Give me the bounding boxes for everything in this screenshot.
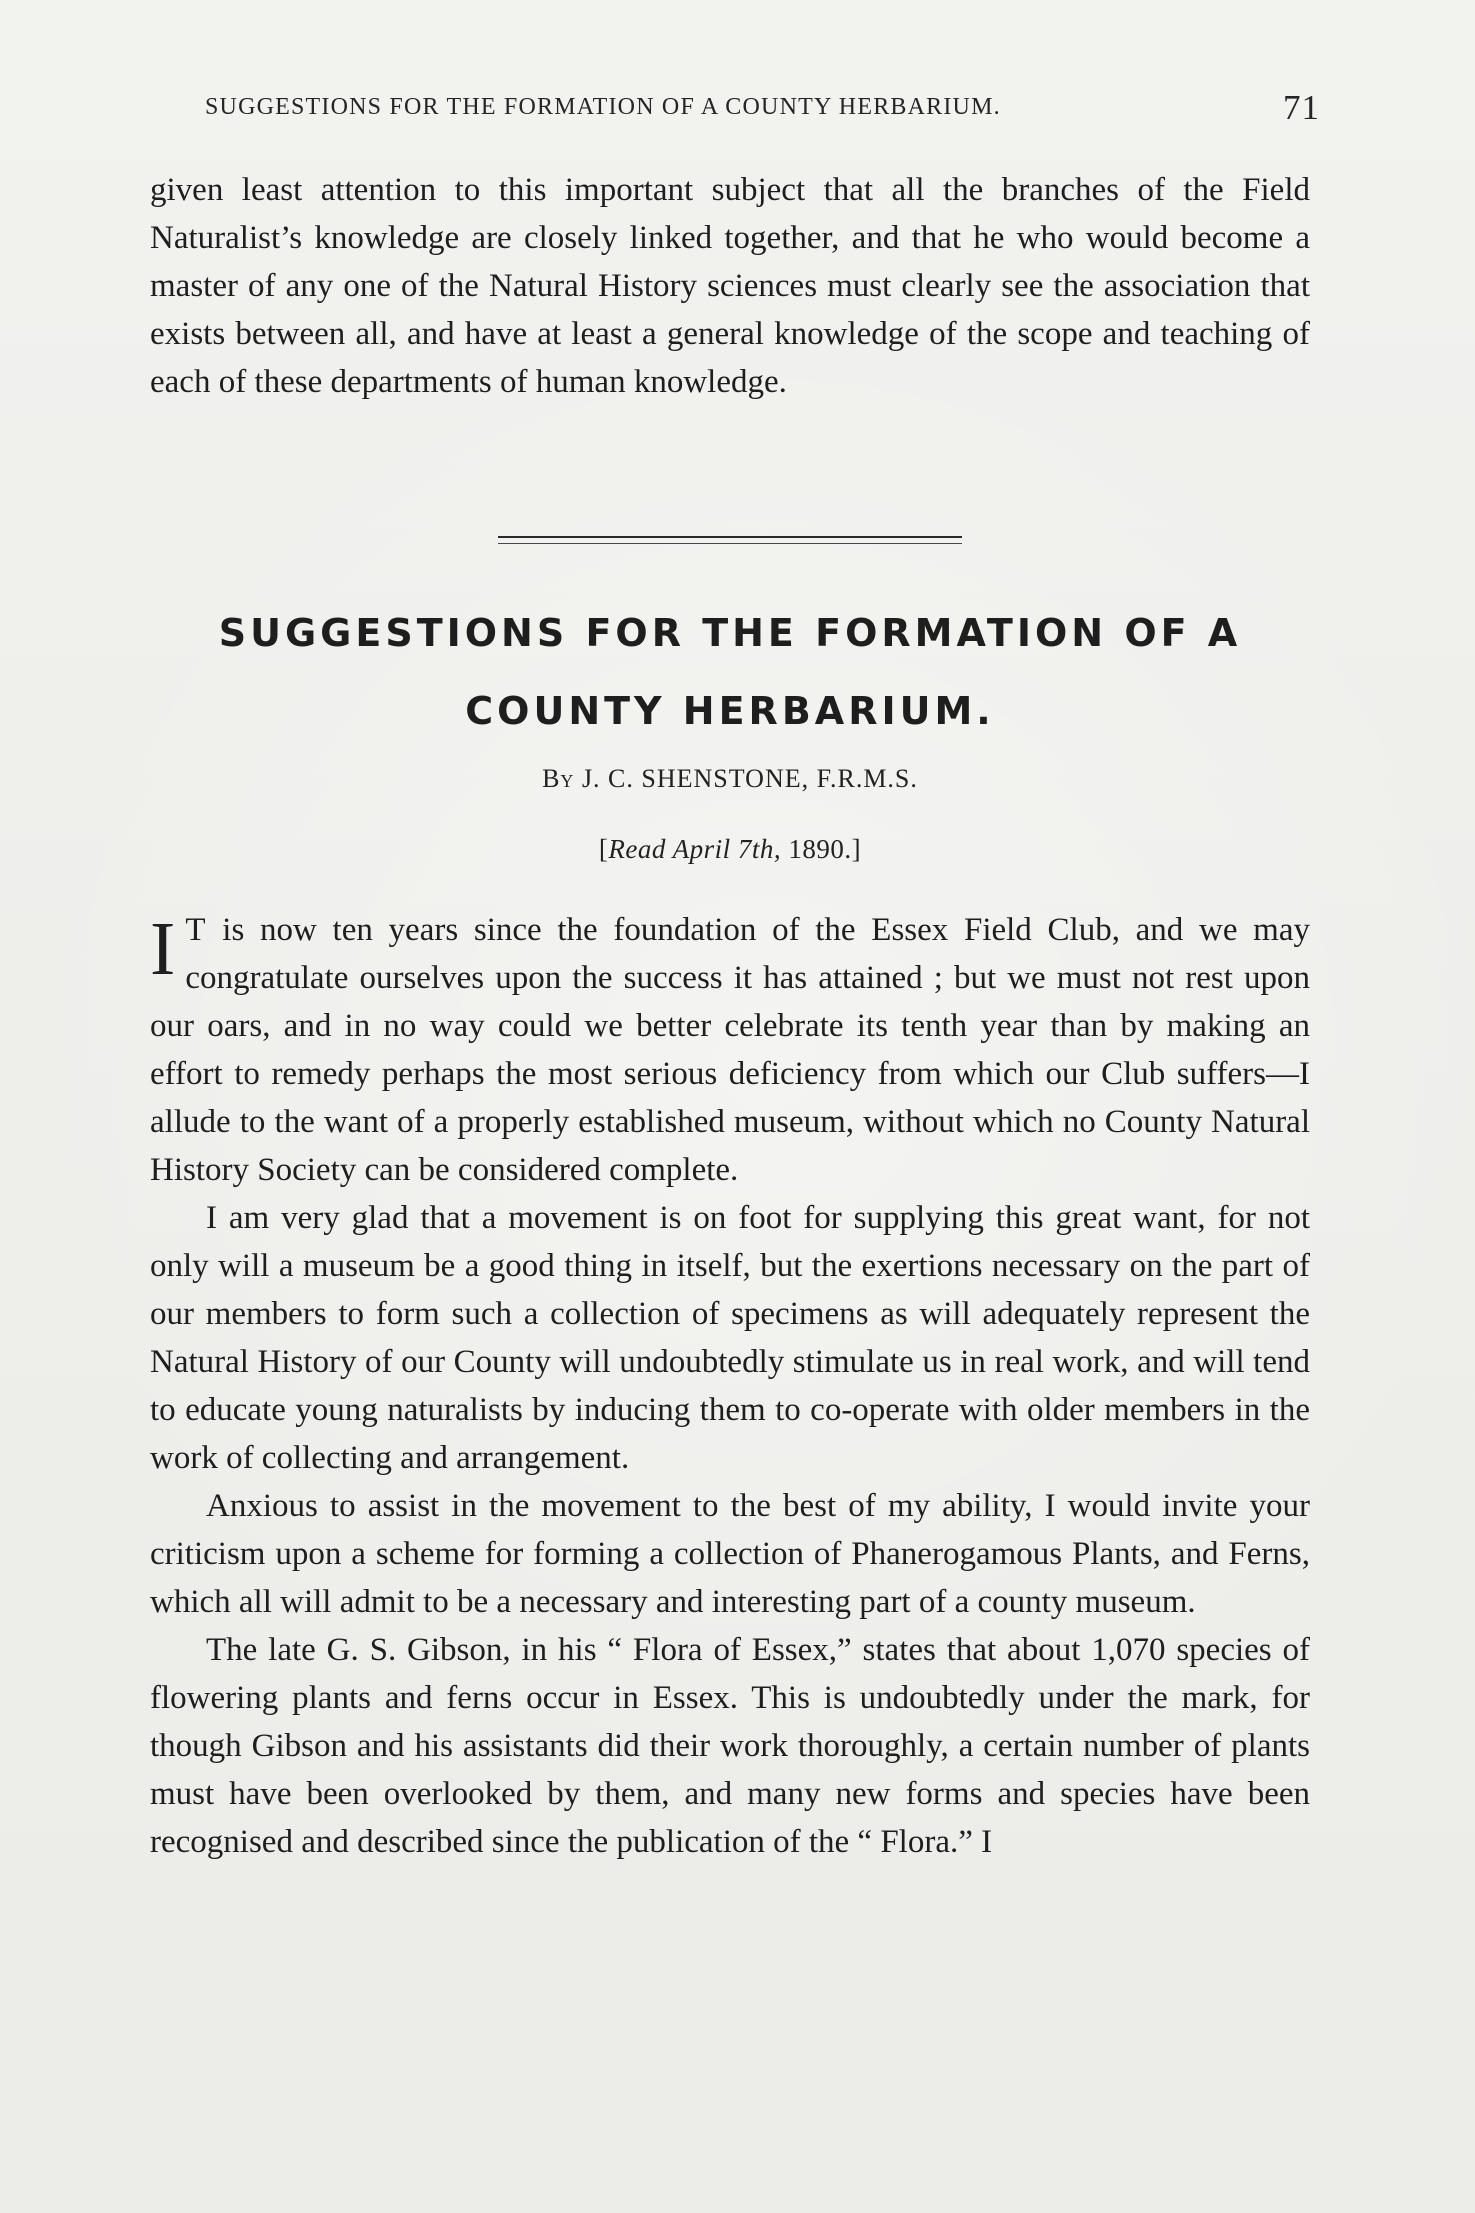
- divider-line-thin: [498, 543, 962, 544]
- drop-cap-letter: I: [150, 907, 176, 991]
- continued-paragraph: [150, 166, 1310, 406]
- paragraph-continued-from-previous-page: given least attention to this important subject that all the branches of the Field Naturalist’s knowledge are closely linked together, and that he who would become a master of any one of the Natural History sciences must clearly see the association that exists between all, and have at least a general knowledge of the scope and teaching of each of these departments of human knowledge.: [150, 172, 1310, 400]
- paragraph-4: The late G. S. Gibson, in his “ Flora of Essex,” states that about 1,070 species of flowering plants and ferns occur in Essex. This is undoubtedly under the mark, for though Gibson and his assistants did their work thoroughly, a certain number of plants must have been overlooked by them, and many new forms and species have been recognised and described since the publication of the “ Flora.” I: [150, 1632, 1310, 1860]
- divider-line-thick: [498, 536, 962, 538]
- byline-prefix: By: [542, 764, 575, 793]
- article-title-line-1: SUGGESTIONS FOR THE FORMATION OF A: [218, 611, 1242, 655]
- page-number: 71: [1283, 88, 1320, 127]
- paragraph-3: Anxious to assist in the movement to the best of my ability, I would invite your criticism upon a scheme for forming a collection of Phanerogamous Plants, and Ferns, which all will admit to be a necessary and interesting part of a county museum.: [150, 1488, 1310, 1620]
- read-date-open-bracket: [: [598, 834, 609, 864]
- read-date-italic: Read April 7th,: [608, 834, 782, 864]
- paragraph-2: I am very glad that a movement is on foot for supplying this great want, for not only will a museum be a good thing in itself, but the exertions necessary on the part of our members to form such a collection of specimens as will adequately represent the Natural History of our County will undoubtedly stimulate us in real work, and will tend to educate young naturalists by inducing them to co-operate with older members in the work of collecting and arrangement.: [150, 1200, 1310, 1476]
- author-name: J. C. SHENSTONE, F.R.M.S.: [581, 764, 918, 793]
- section-divider-rule: [498, 536, 962, 546]
- read-date-year: 1890.]: [781, 834, 862, 864]
- article-title-line-2: COUNTY HERBARIUM.: [465, 689, 995, 733]
- article-body: [150, 906, 1310, 1866]
- byline: [150, 764, 1310, 794]
- paragraph-1: [150, 906, 1310, 1194]
- read-date: [150, 834, 1310, 865]
- first-word-tail: T: [185, 912, 207, 948]
- running-title: SUGGESTIONS FOR THE FORMATION OF A COUNTY HERBARIUM.: [205, 94, 1001, 120]
- article-title: [150, 608, 1310, 736]
- paragraph-1-text: is now ten years since the foundation of the Essex Field Club, and we may congratulate ourselves upon the success it has attained ; but we must not rest upon our oars, and in no way could we better celebrate its tenth year than by making an effort to remedy perhaps the most serious deficiency from which our Club suffers—I allude to the want of a properly established museum, without which no County Natural History Society can be considered complete.: [150, 912, 1310, 1188]
